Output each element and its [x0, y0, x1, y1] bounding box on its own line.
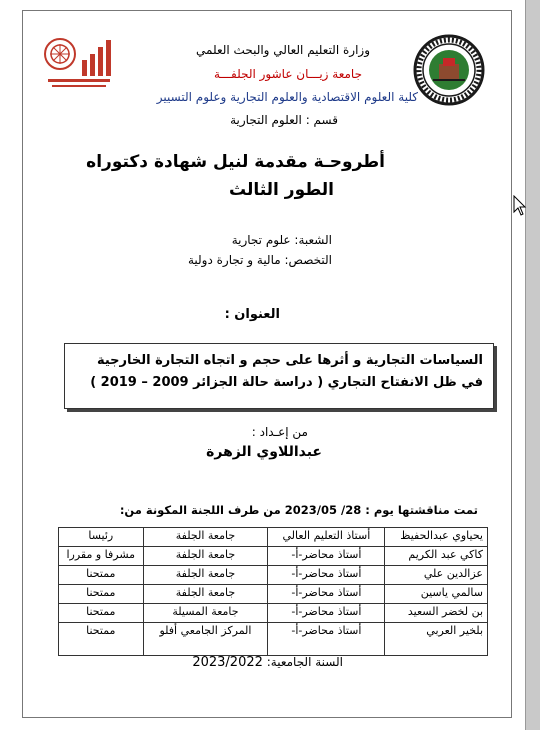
- specialty-text: التخصص: مالية و تجارة دولية: [187, 253, 332, 267]
- window-edge: [525, 0, 540, 730]
- table-row: [59, 528, 488, 547]
- table-row: [59, 547, 488, 566]
- branch-text: الشعبة: علوم تجارية: [231, 233, 332, 247]
- author-name: عبداللاوي الزهرة: [206, 444, 322, 460]
- jury-role: ممتحنا: [59, 585, 144, 604]
- jury-name: عزالدين علي: [385, 566, 488, 585]
- faculty-logo-icon: [38, 32, 118, 92]
- table-row: [59, 604, 488, 623]
- jury-name: كاكي عبد الكريم: [385, 547, 488, 566]
- academic-year: [192, 655, 343, 670]
- ministry-text: وزارة التعليم العالي والبحث العلمي: [196, 43, 370, 57]
- jury-rank: أستاذ التعليم العالي: [268, 528, 385, 547]
- jury-rank: أستاذ محاضر-أ-: [268, 585, 385, 604]
- jury-role: ممتحنا: [59, 604, 144, 623]
- table-row: [59, 566, 488, 585]
- university-name: جامعة زيـــان عاشور الجلفـــة: [214, 67, 362, 81]
- table-row: [59, 623, 488, 656]
- jury-institution: جامعة الجلفة: [143, 585, 268, 604]
- jury-rank: أستاذ محاضر-أ-: [268, 547, 385, 566]
- jury-institution: المركز الجامعي أفلو: [143, 623, 268, 656]
- subject-box: [64, 343, 494, 409]
- jury-rank: أستاذ محاضر-أ-: [268, 566, 385, 585]
- jury-name: بن لخضر السعيد: [385, 604, 488, 623]
- prepared-by-label: من إعـداد :: [251, 425, 308, 439]
- jury-table: [58, 527, 488, 656]
- table-row: [59, 585, 488, 604]
- subject-text: السياسات التجارية و أثرها على حجم و اتجاه التجارة الخارجية في ظل الانفتاح التجاري ( دراسة حالة الجزائر 2009 – 2019 ): [90, 353, 483, 390]
- jury-name: سالمي ياسين: [385, 585, 488, 604]
- academic-year-value: 2023/2022: [192, 655, 263, 670]
- jury-institution: جامعة الجلفة: [143, 528, 268, 547]
- jury-institution: جامعة الجلفة: [143, 547, 268, 566]
- academic-year-label: السنة الجامعية:: [266, 655, 343, 669]
- mouse-pointer-icon: [513, 195, 527, 217]
- jury-institution: جامعة الجلفة: [143, 566, 268, 585]
- department-name: قسم : العلوم التجارية: [230, 113, 338, 127]
- jury-rank: أستاذ محاضر-أ-: [268, 604, 385, 623]
- jury-role: مشرفا و مقررا: [59, 547, 144, 566]
- thesis-title-line1: أطروحـة مقدمة لنيل شهادة دكتوراه: [86, 152, 385, 172]
- faculty-name: كلية العلوم الاقتصادية والعلوم التجارية وعلوم التسيير: [156, 90, 418, 104]
- university-seal-icon: [413, 34, 485, 106]
- jury-role: ممتحنا: [59, 566, 144, 585]
- jury-name: يحياوي عبدالحفيظ: [385, 528, 488, 547]
- jury-role: ممتحنا: [59, 623, 144, 656]
- jury-rank: أستاذ محاضر-أ-: [268, 623, 385, 656]
- jury-role: رئيسا: [59, 528, 144, 547]
- subject-label: العنوان :: [224, 307, 280, 322]
- jury-institution: جامعة المسيلة: [143, 604, 268, 623]
- defense-date-line: تمت مناقشتها يوم : 28/ 2023/05 من طرف اللجنة المكونة من:: [119, 503, 478, 517]
- jury-name: بلخير العربي: [385, 623, 488, 656]
- thesis-title-line2: الطور الثالث: [228, 180, 334, 200]
